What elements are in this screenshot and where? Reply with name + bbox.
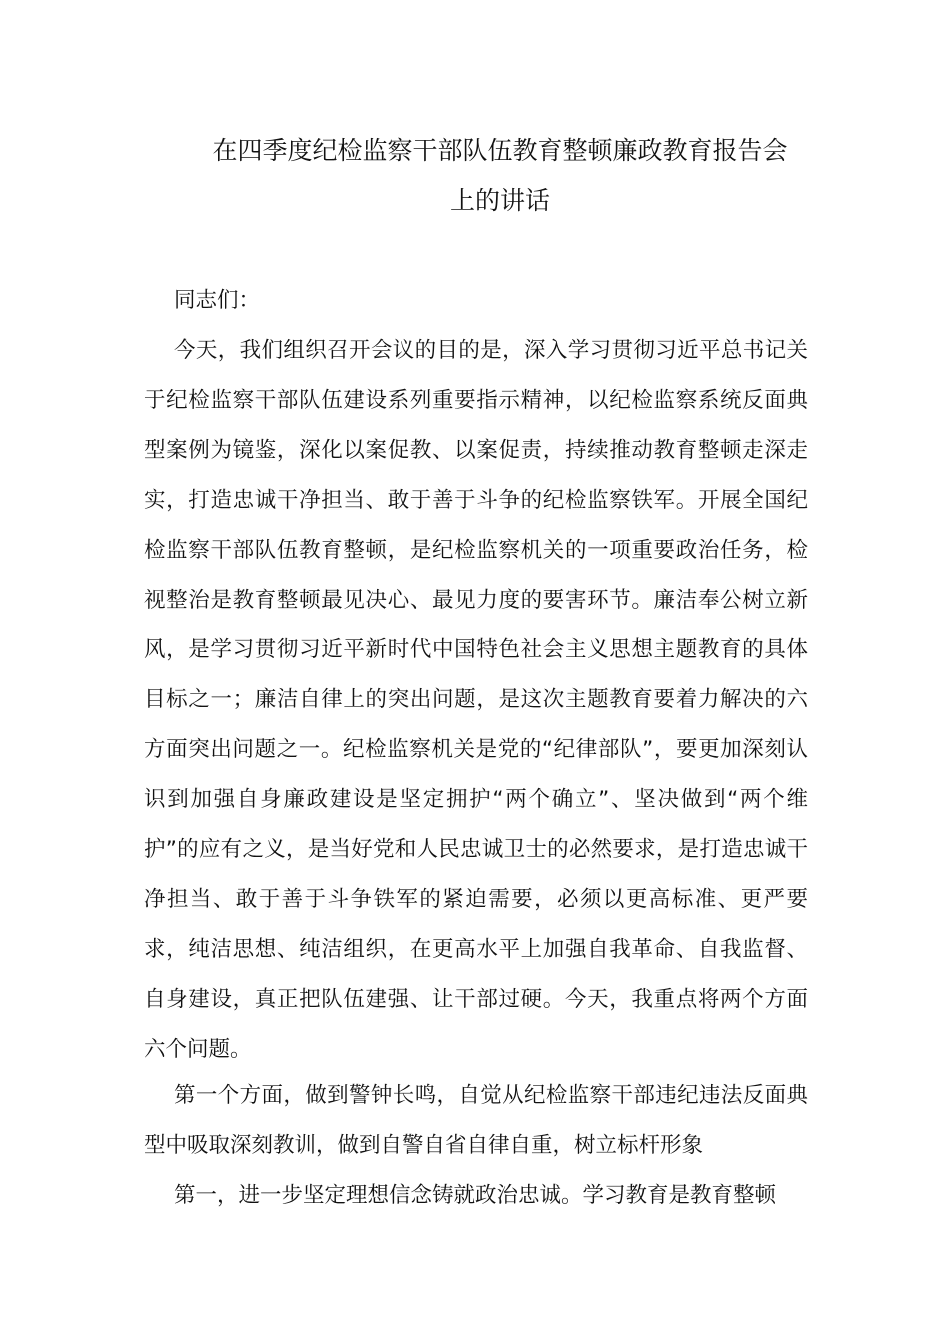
document-title-line-1: 在四季度纪检监察干部队伍教育整顿廉政教育报告会	[212, 136, 788, 165]
body-paragraph-intro: 今天，我们组织召开会议的目的是，深入学习贯彻习近平总书记关于纪检监察干部队伍建设系列重要指示精神，以纪检监察系统反面典型案例为镜鉴，深化以案促教、以案促责，持续推动教育整顿走深走实，打造忠诚干净担当、敢于善于斗争的纪检监察铁军。开展全国纪检监察干部队伍教育整顿，是纪检监察机关的一项重要政治任务，检视整治是教育整顿最见决心、最见力度的要害环节。廉洁奉公树立新风，是学习贯彻习近平新时代中国特色社会主义思想主题教育的具体目标之一；廉洁自律上的突出问题，是这次主题教育要着力解决的六方面突出问题之一。纪检监察机关是党的“纪律部队”，要更加深刻认识到加强自身廉政建设是坚定拥护“两个确立”、坚决做到“两个维护”的应有之义，是当好党和人民忠诚卫士的必然要求，是打造忠诚干净担当、敢于善于斗争铁军的紧迫需要，必须以更高标准、更严要求，纯洁思想、纯洁组织，在更高水平上加强自我革命、自我监督、自身建设，真正把队伍建强、让干部过硬。今天，我重点将两个方面六个问题。	[144, 338, 808, 1062]
body-paragraph-first-point: 第一，进一步坚定理想信念铸就政治忠诚。学习教育是教育整顿	[174, 1183, 777, 1208]
body-paragraph-section-heading: 第一个方面，做到警钟长鸣，自觉从纪检监察干部违纪违法反面典型中吸取深刻教训，做到自警自省自律自重，树立标杆形象	[144, 1083, 808, 1158]
document-title-line-2: 上的讲话	[449, 186, 550, 215]
salutation: 同志们：	[174, 288, 261, 313]
